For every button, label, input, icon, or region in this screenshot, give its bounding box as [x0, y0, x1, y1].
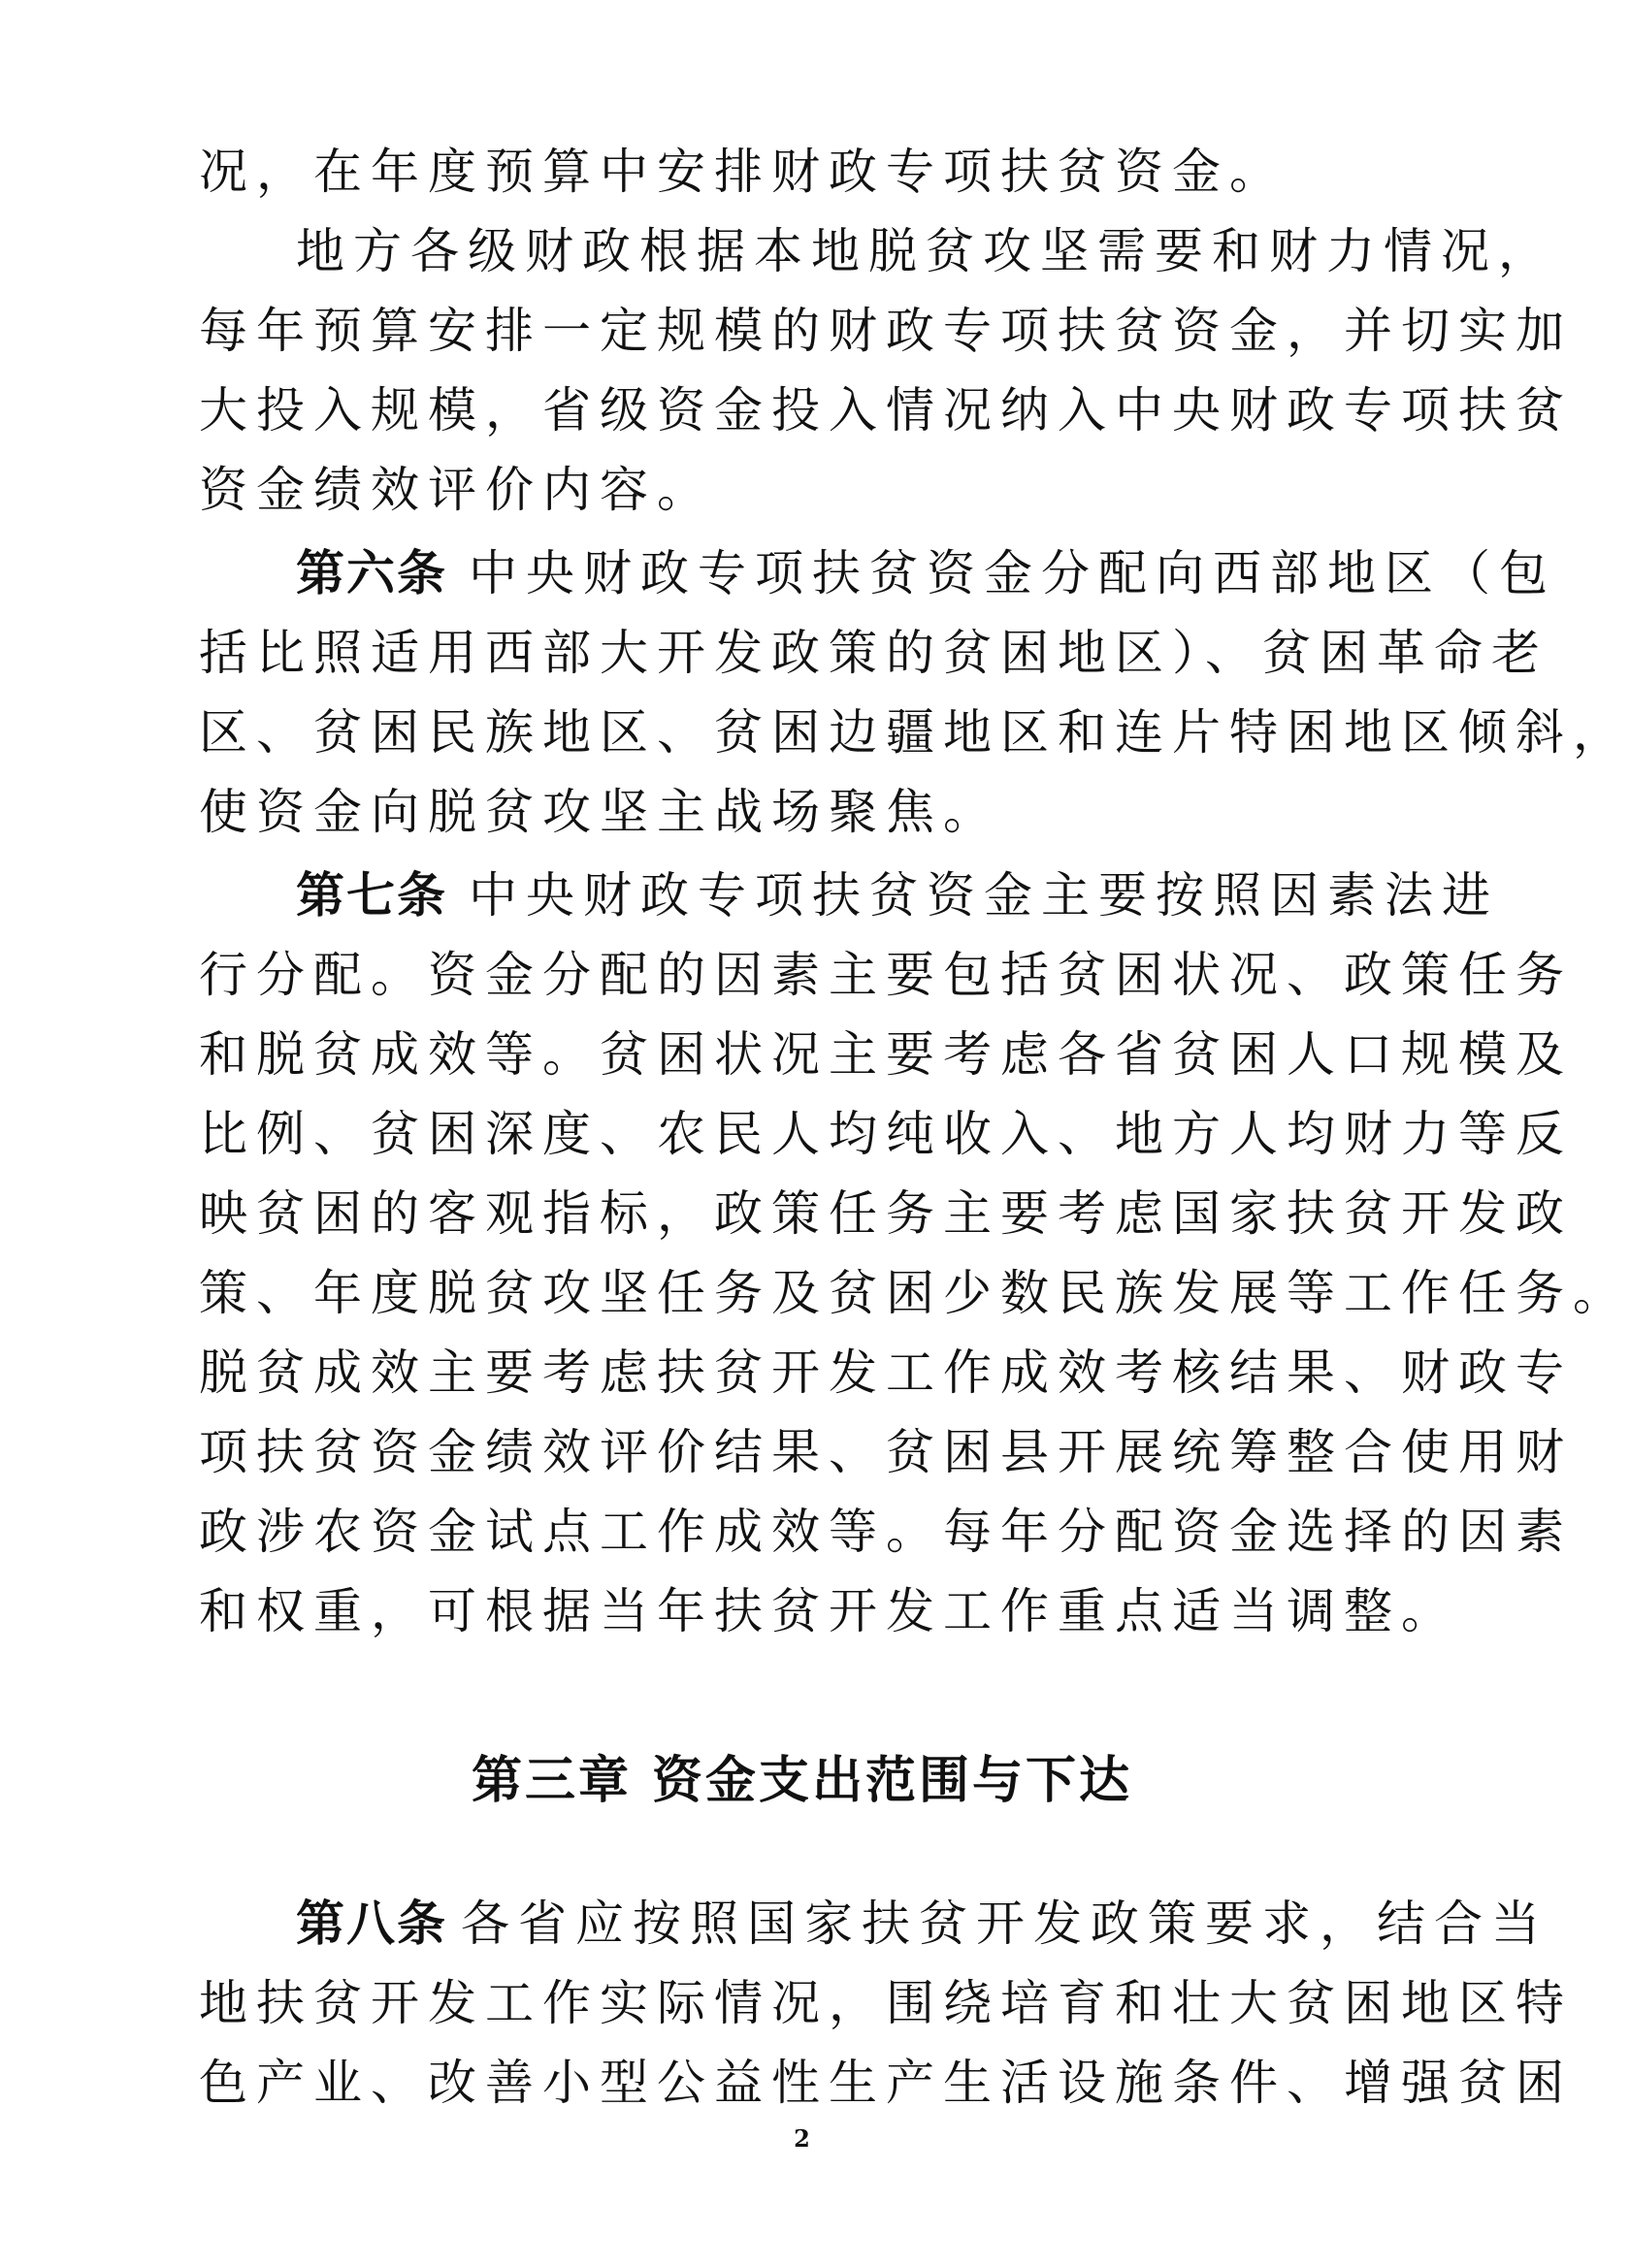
line-text: 中央财政专项扶贫资金主要按照因素法进	[469, 867, 1499, 923]
line-text: 使资金向脱贫攻坚主战场聚焦。	[199, 784, 1000, 840]
article-six-first-line	[296, 534, 1556, 613]
text-line	[199, 371, 1573, 450]
text-line	[199, 132, 1295, 211]
text-line	[199, 1963, 1573, 2043]
text-line	[199, 693, 1630, 772]
page-number: 2	[794, 2124, 810, 2153]
line-text: 和脱贫成效等。贫困状况主要考虑各省贫困人口规模及	[199, 1026, 1573, 1083]
line-text: 每年预算安排一定规模的财政专项扶贫资金，并切实加	[199, 303, 1573, 359]
line-text: 比例、贫困深度、农民人均纯收入、地方人均财力等反	[199, 1106, 1573, 1162]
line-text: 大投入规模，省级资金投入情况纳入中央财政专项扶贫	[199, 382, 1573, 438]
text-line	[199, 1253, 1630, 1333]
chapter-heading: 第三章 资金支出范围与下达	[471, 1752, 1133, 1810]
line-text: 中央财政专项扶贫资金分配向西部地区（包	[469, 545, 1556, 601]
article-eight-first-line	[296, 1884, 1548, 1963]
text-line	[199, 772, 1295, 852]
line-text: 和权重，可根据当年扶贫开发工作重点适当调整。	[199, 1583, 1458, 1639]
line-text: 项扶贫资金绩效评价结果、贫困县开展统筹整合使用财	[199, 1424, 1573, 1480]
text-line	[199, 450, 1295, 530]
article-number-eight: 第八条	[296, 1895, 447, 1952]
text-line	[199, 1174, 1573, 1253]
text-line	[199, 1015, 1573, 1094]
line-text: 括比照适用西部大开发政策的贫困地区）、贫困革命老	[199, 625, 1548, 681]
line-text: 色产业、改善小型公益性生产生活设施条件、增强贫困	[199, 2055, 1573, 2111]
line-text: 脱贫成效主要考虑扶贫开发工作成效考核结果、财政专	[199, 1345, 1573, 1401]
line-text: 策、年度脱贫攻坚任务及贫困少数民族发展等工作任务。	[199, 1265, 1630, 1321]
text-line	[199, 2043, 1573, 2122]
line-text: 况，在年度预算中安排财政专项扶贫资金。	[199, 144, 1287, 200]
text-line	[199, 1094, 1573, 1174]
text-line	[199, 1492, 1573, 1571]
line-text: 地方各级财政根据本地脱贫攻坚需要和财力情况，	[296, 223, 1555, 279]
text-line	[199, 613, 1548, 693]
text-line	[199, 935, 1573, 1015]
line-text: 政涉农资金试点工作成效等。每年分配资金选择的因素	[199, 1504, 1573, 1560]
article-seven-first-line	[296, 856, 1499, 935]
text-line	[296, 211, 1555, 291]
line-text: 资金绩效评价内容。	[199, 462, 714, 518]
article-number-six: 第六条	[296, 545, 447, 601]
line-text: 行分配。资金分配的因素主要包括贫困状况、政策任务	[199, 947, 1573, 1003]
text-line	[199, 1333, 1573, 1412]
article-number-seven: 第七条	[296, 867, 447, 923]
text-line	[199, 291, 1573, 371]
text-line	[199, 1412, 1573, 1492]
text-line	[199, 1571, 1458, 1651]
line-text: 地扶贫开发工作实际情况，围绕培育和壮大贫困地区特	[199, 1975, 1573, 2031]
line-text: 映贫困的客观指标，政策任务主要考虑国家扶贫开发政	[199, 1185, 1573, 1242]
line-text: 区、贫困民族地区、贫困边疆地区和连片特困地区倾斜，	[199, 704, 1630, 761]
line-text: 各省应按照国家扶贫开发政策要求，结合当	[461, 1895, 1548, 1952]
